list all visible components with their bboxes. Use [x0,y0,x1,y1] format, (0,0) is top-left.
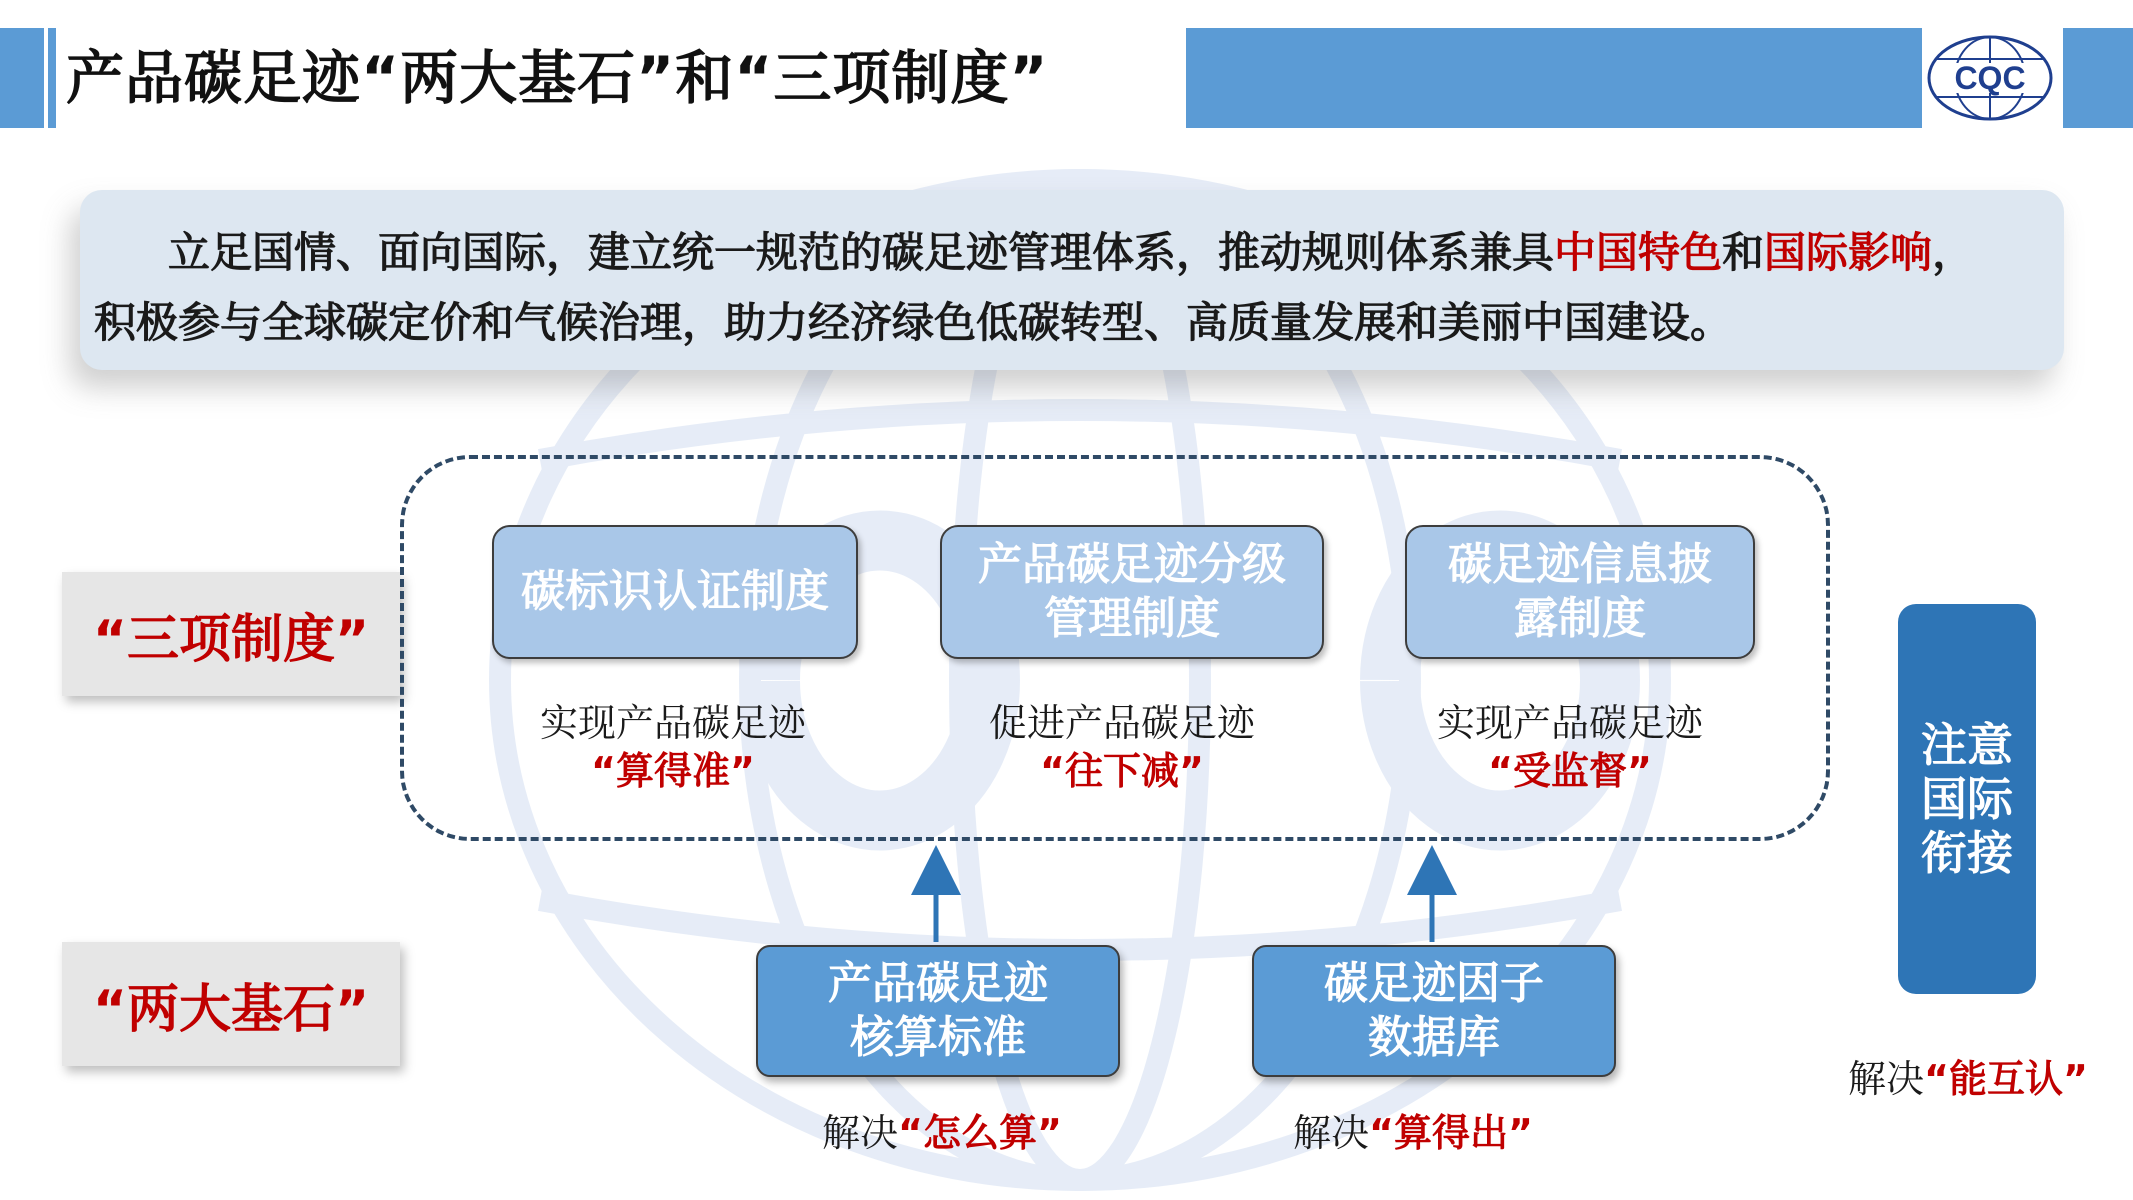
system-box-carbon-label-certification [492,525,858,659]
header-right-bar [2063,28,2133,128]
highlight-international-influence: 国际影响 [1764,228,1933,277]
solve-goal: “怎么算” [898,1111,1062,1155]
solve-prefix: 解决 [822,1111,899,1155]
cornerstone-title: 产品碳足迹 [828,958,1048,1009]
goal-text: “往下减” [1040,749,1204,793]
system-title: 产品碳足迹分级 [978,539,1286,590]
solve-goal: “算得出” [1369,1111,1533,1155]
international-solves [1848,1048,2088,1103]
solve-prefix: 解决 [1848,1057,1925,1101]
label-two-cornerstones: “两大基石” [62,942,400,1066]
solve-goal: “能互认” [1924,1057,2088,1101]
goal-text: “算得准” [591,749,755,793]
international-text: 注意国际衔接 [1921,718,2013,880]
intro-line-1 [168,220,1974,280]
system-title: 碳足迹信息披 [1448,539,1712,590]
system-caption: 实现产品碳足迹 [1436,701,1703,745]
header-divider-bar [48,28,56,128]
intro-text: 和 [1722,228,1765,277]
international-alignment-box [1898,604,2036,994]
highlight-chinese-characteristics: 中国特色 [1554,228,1723,277]
cornerstone-solves [1293,1102,1533,1157]
system-title: 露制度 [1514,593,1646,644]
intro-statement [80,190,2064,370]
cornerstone-box-accounting-standard [756,945,1120,1077]
intro-line-2: 积极参与全球碳定价和气候治理，助力经济绿色低碳转型、高质量发展和美丽中国建设。 [94,298,1733,347]
system-caption: 促进产品碳足迹 [988,701,1255,745]
system-caption: 实现产品碳足迹 [539,701,806,745]
system-box-information-disclosure [1405,525,1755,659]
system-goal [463,740,883,795]
system-goal [1360,740,1780,795]
cornerstone-title: 碳足迹因子 [1324,958,1544,1009]
header-band [1186,28,1922,128]
cqc-logo [1925,33,2055,123]
cornerstone-title: 数据库 [1368,1012,1500,1063]
system-title: 碳标识认证制度 [521,566,829,617]
goal-text: “受监督” [1488,749,1652,793]
cornerstone-solves [822,1102,1062,1157]
logo-text: CQC [1954,60,2026,96]
solve-prefix: 解决 [1293,1111,1370,1155]
cornerstone-box-factor-database [1252,945,1616,1077]
intro-text: ， [1932,228,1975,277]
system-goal [912,740,1332,795]
system-title: 管理制度 [1044,593,1220,644]
label-three-systems: “三项制度” [62,572,400,696]
intro-text: 立足国情、面向国际，建立统一规范的碳足迹管理体系，推动规则体系兼具 [168,228,1555,277]
cornerstone-title: 核算标准 [850,1012,1026,1063]
system-box-grading-management [940,525,1324,659]
page-title: 产品碳足迹“两大基石”和“三项制度” [66,44,1049,112]
header-left-bar [0,28,44,128]
